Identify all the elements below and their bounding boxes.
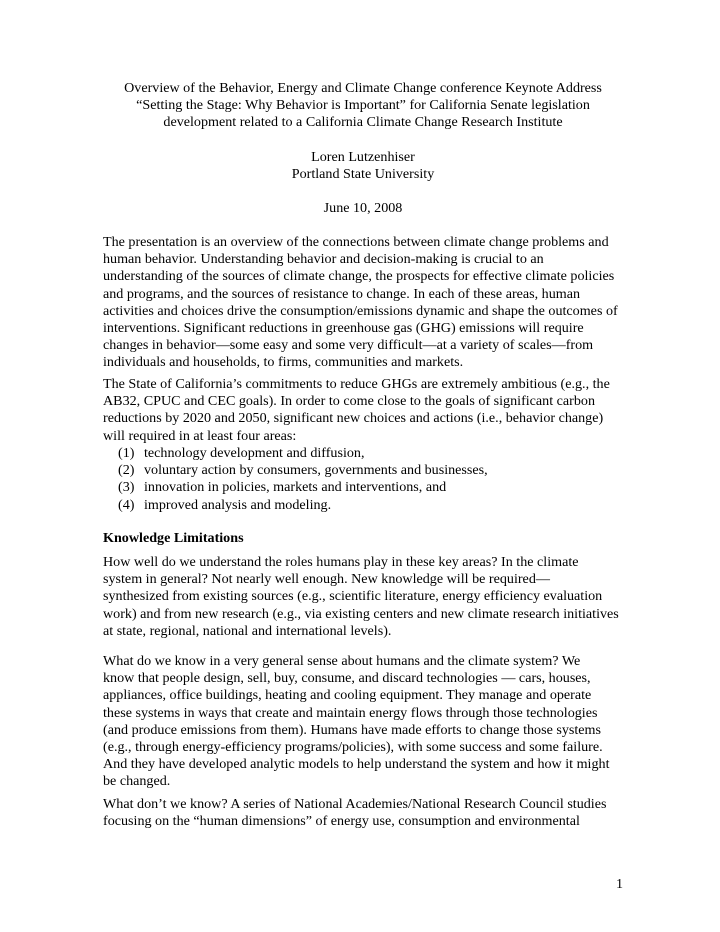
page-number: 1 (615, 876, 623, 892)
paragraph-line: focusing on the “human dimensions” of energy use, consumption and environmental (103, 813, 580, 830)
document-date (103, 200, 623, 217)
title-line: “Setting the Stage: Why Behavior is Important” for California Senate legislation (136, 97, 590, 114)
section-heading: Knowledge Limitations (103, 530, 244, 546)
list-item (118, 497, 623, 514)
list-text: voluntary action by consumers, governments and businesses, (144, 462, 488, 479)
paragraph-line: understanding of the sources of climate change, the prospects for effective climate policies (103, 268, 615, 285)
numbered-list (118, 445, 623, 514)
paragraph-line: activities and choices drive the consumption/emissions dynamic and shape the outcomes of (103, 302, 618, 319)
paragraph-line: will required in at least four areas: (103, 427, 297, 444)
paragraph-line: changes in behavior—some easy and some very difficult—at a variety of scales—from (103, 337, 594, 354)
paragraph-line: AB32, CPUC and CEC goals). In order to come close to the goals of significant carbon (103, 393, 596, 410)
paragraph-line: and programs, and the sources of resistance to change. In each of these areas, human (103, 285, 581, 302)
paragraph-line: be changed. (103, 773, 171, 790)
paragraph-line: individuals and households, to firms, communities and markets. (103, 354, 464, 371)
list-number: (1) (118, 445, 135, 461)
list-number: (4) (118, 496, 135, 513)
intro-paragraph (103, 234, 623, 372)
list-text: innovation in policies, markets and interventions, and (144, 479, 447, 496)
paragraph-line: reductions by 2020 and 2050, significant new choices and actions (i.e., behavior change) (103, 410, 604, 427)
paragraph-line: system in general? Not nearly well enough. New knowledge will be required— (103, 571, 550, 588)
paragraph-line: What do we know in a very general sense about humans and the climate system? We (103, 653, 581, 669)
paragraph-line: synthesized from existing sources (e.g., scientific literature, energy efficiency evaluation (103, 588, 603, 605)
list-number: (3) (118, 479, 135, 496)
paragraph-line: (and produce emissions from them). Humans have made efforts to change those systems (103, 721, 601, 738)
state-paragraph (103, 376, 623, 445)
knowledge-paragraph (103, 554, 623, 640)
paragraph-line: appliances, office buildings, heating and cooling equipment. They manage and operate (103, 687, 592, 704)
title-line: development related to a California Climate Change Research Institute (163, 114, 563, 131)
document-title (103, 80, 623, 132)
dont-know-paragraph (103, 796, 623, 830)
paragraph-line: interventions. Significant reductions in greenhouse gas (GHG) emissions will require (103, 320, 584, 337)
list-text: improved analysis and modeling. (144, 496, 332, 513)
list-item (118, 479, 623, 496)
list-item (118, 462, 623, 479)
paragraph-line: these systems in ways that create and maintain energy flows through those technologies (103, 704, 598, 721)
author-block (103, 149, 623, 183)
paragraph-line: How well do we understand the roles humans play in these key areas? In the climate (103, 554, 579, 570)
paragraph-line: The State of California’s commitments to reduce GHGs are extremely ambitious (e.g., the (103, 376, 610, 392)
list-text: technology development and diffusion, (144, 445, 365, 461)
know-paragraph (103, 653, 623, 791)
paragraph-line: human behavior. Understanding behavior and decision-making is crucial to an (103, 251, 544, 268)
paragraph-line: And they have developed analytic models to help understand the system and how it might (103, 756, 610, 773)
author-affiliation: Portland State University (291, 166, 435, 183)
paragraph-line: What don’t we know? A series of National Academies/National Research Council studies (103, 796, 607, 812)
title-line: Overview of the Behavior, Energy and Climate Change conference Keynote Address (124, 80, 602, 96)
paragraph-line: The presentation is an overview of the connections between climate change problems and (103, 234, 609, 250)
paragraph-line: work) and from new research (e.g., via existing centers and new climate research initiatives (103, 605, 619, 622)
author-name: Loren Lutzenhiser (311, 149, 415, 165)
paragraph-line: know that people design, sell, buy, consume, and discard technologies — cars, houses, (103, 670, 591, 687)
paragraph-line: (e.g., through energy-efficiency programs/policies), with some success and some failure. (103, 739, 603, 756)
date-text: June 10, 2008 (323, 200, 403, 216)
list-item (118, 445, 623, 462)
list-number: (2) (118, 462, 135, 479)
paragraph-line: at state, regional, national and international levels). (103, 622, 392, 639)
